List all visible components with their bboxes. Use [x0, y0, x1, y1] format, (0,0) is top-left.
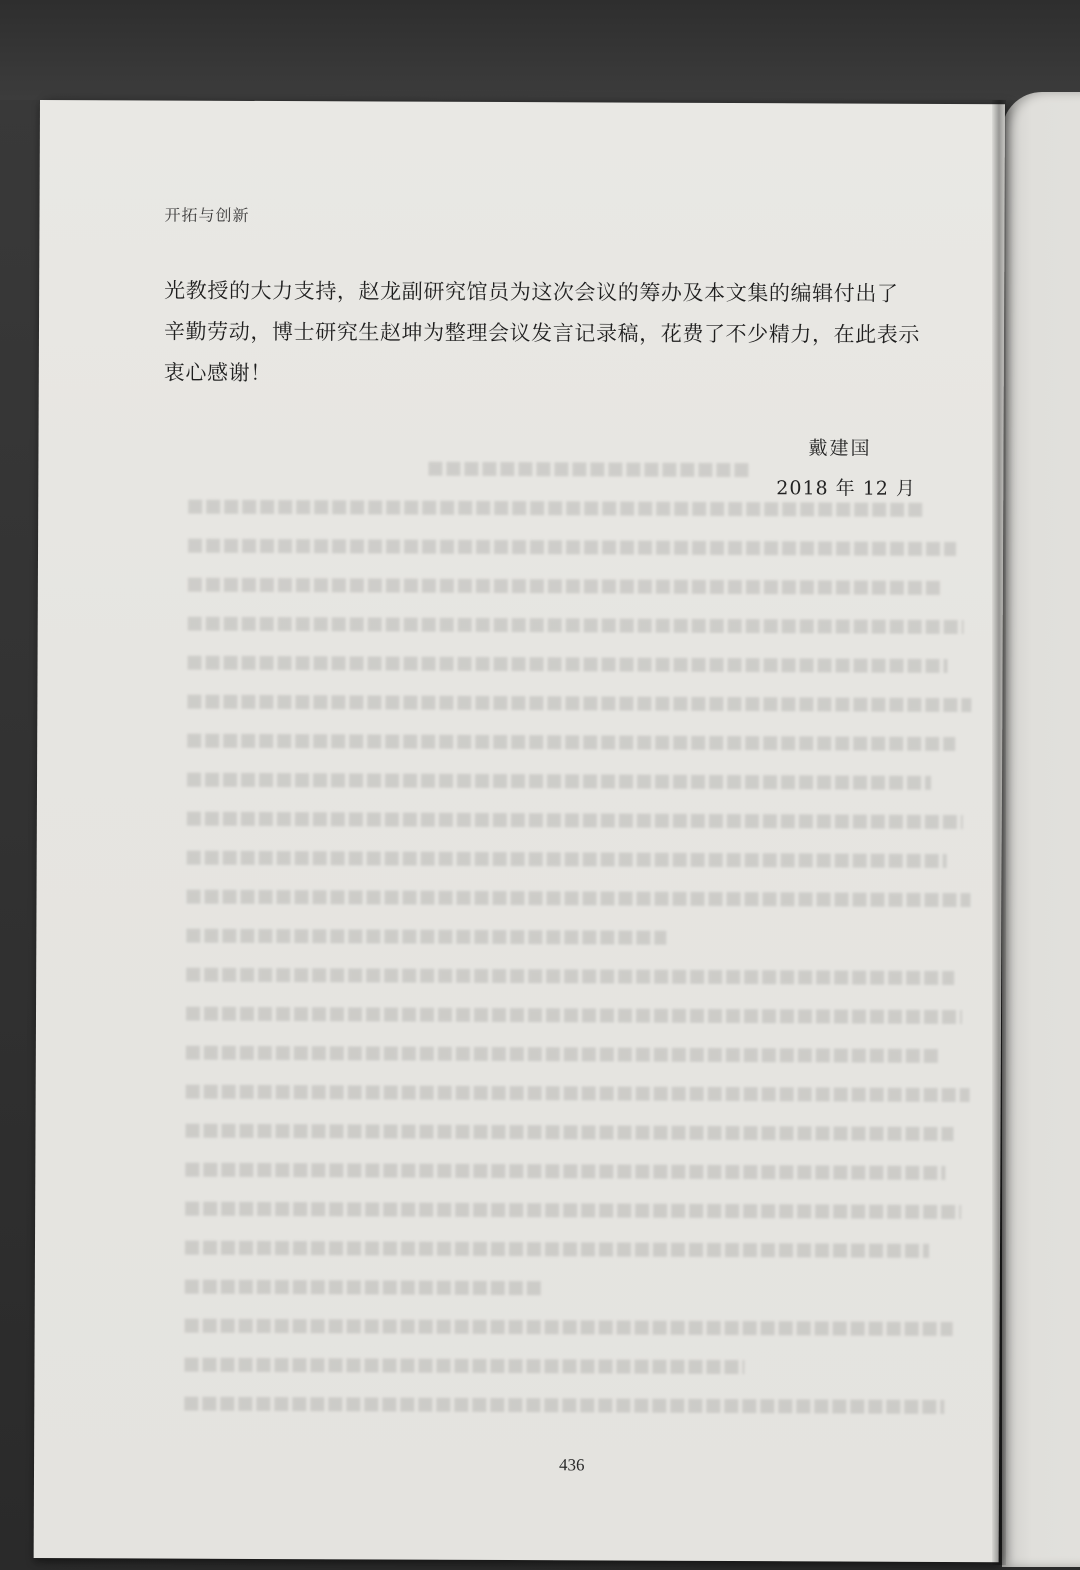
body-line: 辛勤劳动，博士研究生赵坤为整理会议发言记录稿，花费了不少精力，在此表示: [163, 319, 921, 347]
book-gutter-shadow: [992, 100, 1006, 1565]
show-through-text: [184, 461, 989, 1524]
body-line: 光教授的大力支持，赵龙副研究馆员为这次会议的筹办及本文集的编辑付出了: [164, 278, 899, 306]
body-line: 衷心感谢！: [163, 360, 272, 386]
page-number: 436: [559, 1455, 585, 1475]
book-page: [34, 100, 1005, 1562]
date-line: 2018 年 12 月: [776, 477, 917, 500]
body-paragraph: [164, 271, 955, 397]
dark-background: [0, 0, 1080, 100]
running-header: 开拓与创新: [164, 205, 250, 225]
facing-page-edge: [1002, 92, 1080, 1567]
author-signature: 戴建国: [808, 437, 872, 460]
